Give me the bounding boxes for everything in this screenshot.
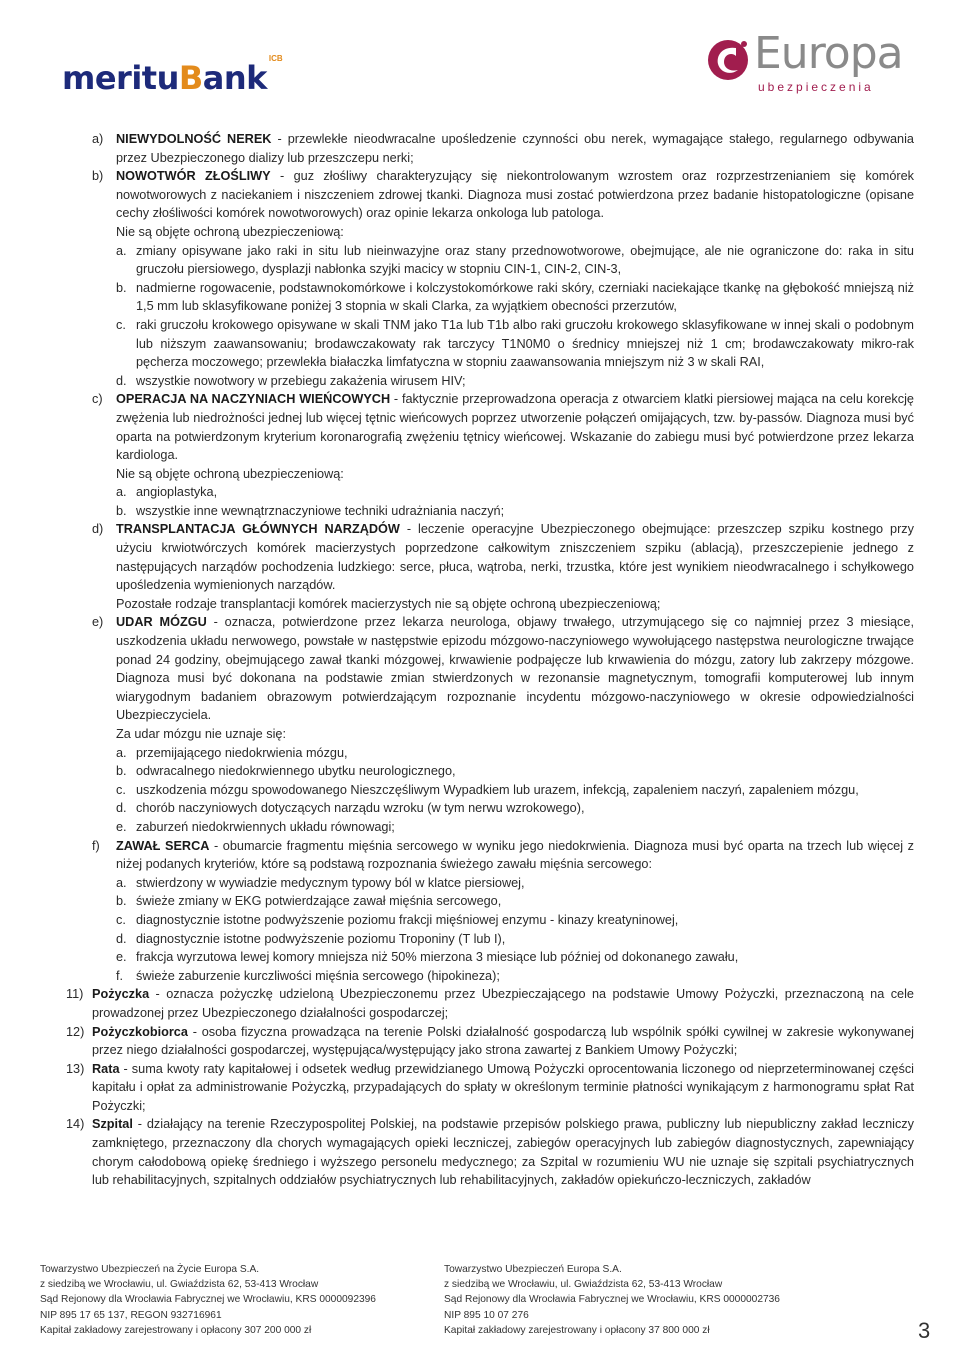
footer-left-line: Kapitał zakładowy zarejestrowany i opłacony 307 200 000 zł [40, 1324, 312, 1336]
definition-text: - guz złośliwy charakteryzujący się niekontrolowanym wzrostem oraz rozprzestrzenianiem się komórek nowotworowych z naciekaniem i niszczeniem zdrowej tkanki. Diagnoza musi zostać potwierdzona przez badanie histopatologiczne (opisane cechy złośliwości komórek nowotworowych) oraz opinie lekarza onkologa lub patologa. [116, 169, 914, 221]
list-item-text [92, 1115, 914, 1189]
list-item [116, 372, 914, 391]
definition-term: NOWOTWÓR ZŁOŚLIWY [116, 169, 271, 184]
definition-text: - faktycznie przeprowadzona operacja z otwarciem klatki piersiowej mająca na celu korekcję zwężenia lub niedrożności jednej lub więcej tętnic wieńcowych poprzez utworzenie połączeń omijających, tzw. by-passów. Diagnoza musi być oparta na potwierdzonym kryterium koronarografią zwężeniu tętnicy wieńcowej. Wskazanie do zabiegu musi być potwierdzone przez lekarza kardiologa. [116, 392, 914, 463]
list-item-text [136, 818, 914, 837]
list-item-text [136, 930, 914, 949]
list-item [92, 390, 914, 464]
list-item [92, 613, 914, 725]
footer-right-line: NIP 895 10 07 276 [444, 1309, 529, 1321]
definition-term: NIEWYDOLNOŚĆ NEREK [116, 132, 272, 146]
definition-text: - suma kwoty raty kapitałowej i odsetek według przewidzianego Umową Pożyczki oprocentowania liczonego od nieprzeterminowanej części kapitału i opłat za administrowanie Pożyczką, przypadających do spłaty w określonym terminie płatności wynikającym z harmonogramu spłat Rat Pożyczki; [92, 1061, 914, 1113]
list-item-label: d. [116, 931, 127, 946]
logo-icb-suffix: ICB [268, 54, 283, 63]
europa-wordmark: Europa [754, 28, 903, 79]
list-item-label: f) [92, 838, 100, 853]
list-item [66, 1060, 914, 1116]
definition-text: - osoba fizyczna prowadząca na terenie Polski działalność gospodarczą lub wspólnik spółki cywilnej w zakresie wykonywanej przez niego działalności gospodarczej, występująca/występujący jako strona zawartej z Bankiem Umowy Pożyczki; [92, 1024, 914, 1058]
definition-text: odwracalnego niedokrwiennego ubytku neurologicznego, [136, 764, 456, 779]
list-item-text [136, 483, 914, 502]
definition-text: stwierdzony w wywiadzie medycznym typowy ból w klatce piersiowej, [136, 875, 525, 890]
list-item-label: a. [116, 745, 127, 760]
list-item-label: f. [116, 968, 124, 983]
definition-term: Szpital [92, 1117, 133, 1132]
list-item [92, 130, 914, 167]
definition-text: diagnostycznie istotne podwyższenie poziomu frakcji mięśniowej enzymu - kinazy kreatyninowej, [136, 912, 679, 927]
list-item-label: c. [116, 782, 126, 797]
definition-text: zaburzeń niedokrwiennych układu równowagi; [136, 819, 395, 834]
list-item-text [136, 911, 914, 930]
list-item-text [116, 390, 914, 464]
list-item [116, 483, 914, 502]
list-item-text [92, 985, 914, 1022]
list-item-text [116, 223, 914, 242]
definition-text: frakcja wyrzutowa lewej komory mniejsza niż 50% mierzona 3 miesiące lub później od dokonanego zawału, [136, 950, 739, 965]
definition-text: angioplastyka, [136, 485, 218, 500]
definition-text: chorób naczyniowych dotyczących narządu wzroku (w tym nerwu wzrokowego), [136, 801, 585, 816]
list-item-label: d. [116, 373, 127, 388]
list-item [116, 892, 914, 911]
list-item [116, 781, 914, 800]
list-item [116, 762, 914, 781]
list-item [116, 818, 914, 837]
definition-term: OPERACJA NA NACZYNIACH WIEŃCOWYCH [116, 392, 391, 407]
list-item-text [136, 372, 914, 391]
meritum-bank-logo [62, 50, 283, 97]
definition-text: - leczenie operacyjne Ubezpieczonego obejmujące: przeszczep szpiku kostnego przy użyciu krwiotwórczych komórek macierzystych poprzedzone całkowitym zniszczeniem szpiku (ablacją), przeszczepienie jednego z następujących narządów pochodzenia ludzkiego: serce, płuca, wątroba, nerki, trzustka, które jest wynikiem nieodwracalnego i schyłkowego upośledzenia wymienionych narządów. [116, 522, 914, 593]
europa-logo [706, 28, 926, 96]
footer-left-line: z siedzibą we Wrocławiu, ul. Gwiaździsta 62, 53-413 Wrocław [40, 1279, 319, 1291]
list-item [92, 167, 914, 223]
page-header [0, 0, 960, 110]
list-item [116, 223, 914, 242]
list-item-label: c) [92, 392, 103, 407]
definition-term: ZAWAŁ SERCA [116, 838, 210, 853]
definition-text: - przewlekłe nieodwracalne upośledzenie czynności obu nerek, wymagające stałego, regularnego odbywania przez Ubezpieczonego dializy lub przeszczepu nerki; [116, 132, 914, 165]
definition-text: wszystkie inne wewnątrznaczyniowe techniki udrażniania naczyń; [136, 503, 505, 518]
list-item [116, 967, 914, 986]
list-item-label: d) [92, 522, 104, 537]
list-item-label: a. [116, 875, 127, 890]
list-item [92, 837, 914, 874]
list-item [116, 799, 914, 818]
list-item-label: b. [116, 764, 127, 779]
list-item [66, 1023, 914, 1060]
list-item [66, 985, 914, 1022]
list-item [116, 242, 914, 279]
list-item-text [136, 316, 914, 372]
list-item-label: a. [116, 243, 127, 258]
definition-text: - oznacza pożyczkę udzieloną Ubezpieczonemu przez Ubezpieczającego na podstawie Umowy Pożyczki, przeznaczoną na cele prowadzonej przez Ubezpieczonego działalności gospodarczej; [92, 987, 914, 1020]
definition-text: nadmierne rogowacenie, podstawnokomórkowe i kolczystokomórkowe raki skóry, czerniaki naciekające tkankę na głębokość mniejszą niż 1,5 mm lub sklasyfikowane poniżej 3 stopnia w skali Clarka, za wyjątkiem obecności przerzutów, [136, 280, 914, 314]
list-item-label: b) [92, 169, 104, 184]
list-item [66, 1115, 914, 1189]
definition-term: Rata [92, 1061, 120, 1076]
definition-text: - obumarcie fragmentu mięśnia sercowego w wyniku jego niedokrwienia. Diagnoza musi być oparta na trzech lub więcej z niżej podanych kryteriów, które są podstawą rozpoznania świeżego zawału mięśnia sercowego: [116, 838, 914, 872]
definition-text: uszkodzenia mózgu spowodowanego Nieszczęśliwym Wypadkiem lub urazem, infekcją, zapaleniem naczyń, zapaleniem mózgu, [136, 782, 859, 797]
definition-text: Nie są objęte ochroną ubezpieczeniową: [116, 224, 344, 239]
list-item-label: e. [116, 950, 127, 965]
list-item-label: e. [116, 819, 127, 834]
list-item-text [116, 837, 914, 874]
list-item [92, 520, 914, 594]
list-item-text [136, 762, 914, 781]
definition-text: zmiany opisywane jako raki in situ lub nieinwazyjne oraz stany przednowotworowe, obejmujące, ale nie ograniczone do: raka in situ gruczołu piersiowego, dysplazji nabłonka szyjki macicy w stopniu CIN-1, CIN-2, CIN-3, [136, 243, 914, 277]
footer-right-line: Kapitał zakładowy zarejestrowany i opłacony 37 800 000 zł [444, 1324, 710, 1336]
definition-text: raki gruczołu krokowego opisywane w skali TNM jako T1a lub T1b albo raki gruczołu krokowego sklasyfikowane w innej skali o podobnym lub niższym zaawansowaniu; brodawczakowaty rak tarczycy T1N0M0 o średnicy mniejszej niż 1 cm; brodawczakowaty mikro-rak pęcherza moczowego; przewlekła białaczka limfatyczna w stopniu zaawansowania mniejszym niż 3 w skali RAI, [136, 317, 914, 370]
list-item-label: b. [116, 503, 127, 518]
europa-subtitle: ubezpieczenia [758, 80, 874, 94]
footer-right-line: Towarzystwo Ubezpieczeń Europa S.A. [444, 1264, 622, 1275]
list-item-text [116, 520, 914, 594]
list-item-text [136, 948, 914, 967]
footer-left-line: Towarzystwo Ubezpieczeń na Życie Europa S.A. [40, 1264, 260, 1275]
list-item-label: 11) [66, 987, 84, 1002]
meritum-bank-wordmark: merituBank [62, 59, 267, 97]
list-item-text [136, 781, 914, 800]
list-item-text [136, 967, 914, 986]
list-item-text [116, 595, 914, 614]
definition-text: świeże zaburzenie kurczliwości mięśnia sercowego (hipokineza); [136, 968, 500, 983]
footer-left-line: NIP 895 17 65 137, REGON 932716961 [40, 1309, 222, 1321]
definition-text: diagnostycznie istotne podwyższenie poziomu Troponiny (T lub I), [136, 931, 506, 946]
footer-right-line: z siedzibą we Wrocławiu, ul. Gwiaździsta 62, 53-413 Wrocław [444, 1279, 723, 1291]
europa-swirl-icon [706, 38, 750, 82]
list-item-label: a. [116, 485, 127, 500]
list-item-label: b. [116, 894, 127, 909]
list-item [116, 316, 914, 372]
list-item-text [136, 874, 914, 893]
list-item-text [116, 613, 914, 725]
list-item-label: a) [92, 132, 104, 146]
definition-text: - oznacza, potwierdzone przez lekarza neurologa, objawy trwałego, utrzymującego się co najmniej przez 3 miesiące, uszkodzenia układu nerwowego, powstałe w następstwie epizodu mózgowo-naczyniowego wywołującego następstwa neurologiczne trwające ponad 24 godziny, obejmującego zawał tkanki mózgowej, krwawienie podpajęcze lub krwawienia do mózgu, zatory lub zakrzepy mózgowe. Diagnoza musi być dokonana na podstawie zmian stwierdzonych w rezonansie magnetycznym, tomografii komputerowej lub innym wiarygodnym badaniem obrazowym potwierdzającym rozpoznanie incydentu mózgowo-naczyniowego w okresie odpowiedzialności Ubezpieczyciela. [116, 615, 914, 723]
definition-term: Pożyczkobiorca [92, 1024, 188, 1039]
list-item-text [136, 892, 914, 911]
definition-text: świeże zmiany w EKG potwierdzające zawał mięśnia sercowego, [136, 894, 502, 909]
list-item-label: c. [116, 912, 126, 927]
definition-term: UDAR MÓZGU [116, 615, 207, 630]
list-item [116, 930, 914, 949]
definition-term: TRANSPLANTACJA GŁÓWNYCH NARZĄDÓW [116, 522, 400, 537]
page-number: 3 [918, 1318, 931, 1343]
terms-content [0, 130, 960, 1190]
list-item [116, 465, 914, 484]
list-item [116, 874, 914, 893]
list-item [116, 502, 914, 521]
list-item-text [136, 242, 914, 279]
footer-right [444, 1262, 780, 1338]
definition-text: - działający na terenie Rzeczypospolitej Polskiej, na podstawie przepisów polskiego prawa, publiczny lub niepubliczny zakład leczniczy zamkniętego, przeznaczony dla chorych wymagających opieki leczniczej, zabiegów operacyjnych lub zabiegów diagnostycznych, zapewniający chorym całodobową opiekę średniego i wyższego personelu medycznego; za Szpital w rozumieniu WU nie uznaje się szpitali psychiatrycznych lub rehabilitacyjnych, szpitalnych oddziałów psychiatrycznych lub rehabilitacyjnych, zakładów opiekuńczo-leczniczych, zakładów [92, 1117, 914, 1188]
list-item-label: e) [92, 615, 104, 630]
definition-text: wszystkie nowotwory w przebiegu zakażenia wirusem HIV; [136, 373, 466, 388]
list-item [116, 279, 914, 316]
list-item-label: b. [116, 280, 127, 295]
list-item-text [116, 465, 914, 484]
footer-right-line: Sąd Rejonowy dla Wrocławia Fabrycznej we Wrocławiu, KRS 0000002736 [444, 1294, 780, 1306]
list-item-label: d. [116, 801, 127, 816]
definition-text: przemijającego niedokrwienia mózgu, [136, 745, 348, 760]
definition-text: Nie są objęte ochroną ubezpieczeniową: [116, 466, 344, 481]
list-item [116, 595, 914, 614]
list-item-text [92, 1023, 914, 1060]
footer-left [40, 1262, 376, 1338]
definition-text: Za udar mózgu nie uznaje się: [116, 727, 286, 741]
list-item-text [116, 725, 914, 744]
list-item-label: 13) [66, 1061, 85, 1076]
list-item [116, 948, 914, 967]
list-item-text [136, 799, 914, 818]
list-item-text [136, 502, 914, 521]
list-item-text [116, 130, 914, 167]
list-item [116, 744, 914, 763]
list-item-text [92, 1060, 914, 1116]
footer-left-line: Sąd Rejonowy dla Wrocławia Fabrycznej we Wrocławiu, KRS 0000092396 [40, 1294, 376, 1306]
definition-text: Pozostałe rodzaje transplantacji komórek macierzystych nie są objęte ochroną ubezpieczeniową; [116, 596, 661, 611]
definition-term: Pożyczka [92, 987, 150, 1002]
list-item-text [136, 744, 914, 763]
list-item-label: 14) [66, 1117, 85, 1132]
list-item-text [136, 279, 914, 316]
list-item-label: c. [116, 317, 126, 332]
list-item-text [116, 167, 914, 223]
list-item-label: 12) [66, 1024, 85, 1039]
list-item [116, 725, 914, 744]
list-item [116, 911, 914, 930]
